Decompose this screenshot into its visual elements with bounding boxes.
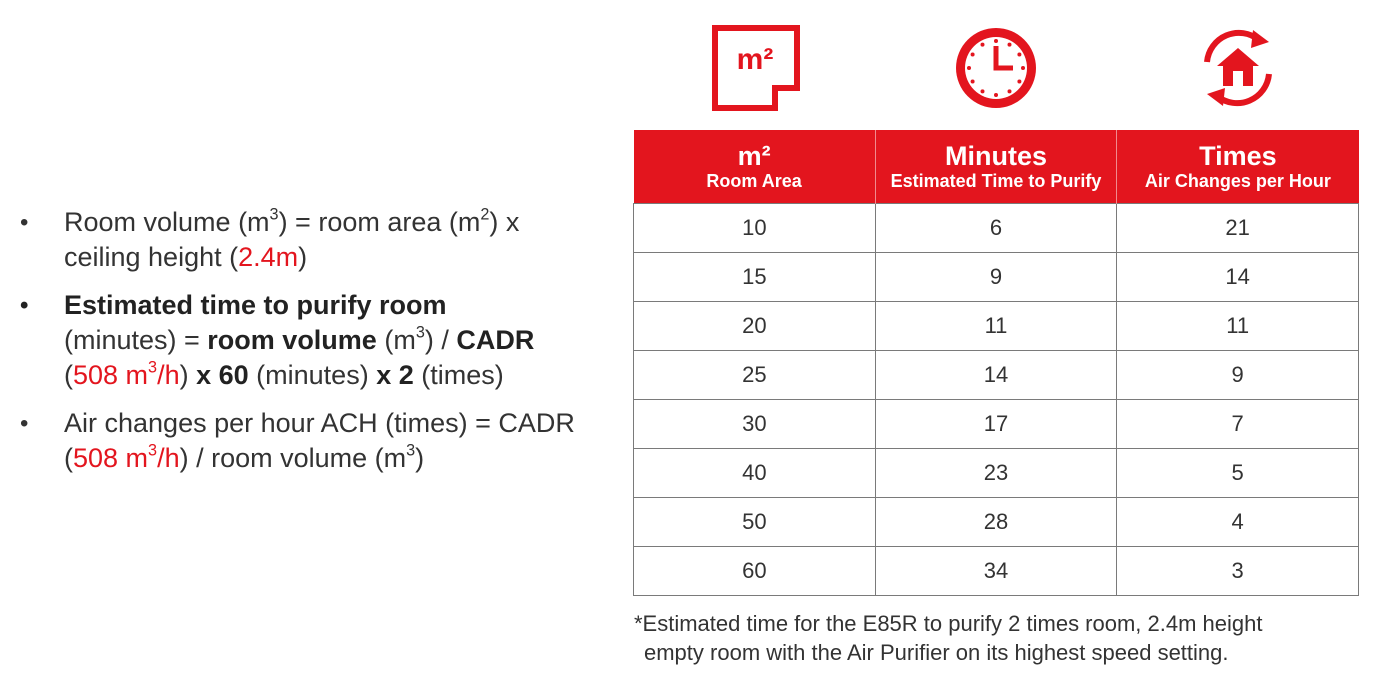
header-times: Times Air Changes per Hour (1117, 130, 1359, 204)
air-change-house-icon (1193, 24, 1283, 112)
table-row (634, 253, 1359, 302)
clock-icon (951, 24, 1041, 112)
bullet-time-to-purify: • Estimated time to purify room (minutes) = room volume $(m^3)$ / CADR (508 $m^3/h$) x 60 (minutes) x 2 (times) (20, 290, 535, 390)
cell-room-area: 50 (634, 498, 876, 547)
cell-minutes: 23 (875, 449, 1117, 498)
table-row (634, 351, 1359, 400)
room-area-icon (711, 24, 801, 112)
table-row (634, 302, 1359, 351)
table-row (634, 400, 1359, 449)
table-row (634, 547, 1359, 596)
cell-minutes: 11 (875, 302, 1117, 351)
cell-times: 3 (1117, 547, 1359, 596)
footnote (634, 609, 1374, 667)
purification-table (633, 130, 1359, 596)
bullet-dot: • (20, 209, 29, 236)
cell-minutes: 28 (875, 498, 1117, 547)
table-row (634, 204, 1359, 253)
ceiling-height-value: 2.4m (238, 242, 299, 272)
cell-minutes: 34 (875, 547, 1117, 596)
cadr-value: 508 $m^3/h$ (73, 441, 180, 473)
bullet-room-volume: • Room volume $(m^3)$ = room area $(m^2)$ x ceiling height (2.4m) (20, 205, 520, 272)
cell-room-area: 10 (634, 204, 876, 253)
cell-times: 5 (1117, 449, 1359, 498)
cell-times: 11 (1117, 302, 1359, 351)
cell-times: 7 (1117, 400, 1359, 449)
cell-room-area: 25 (634, 351, 876, 400)
table-row (634, 498, 1359, 547)
cell-minutes: 6 (875, 204, 1117, 253)
table-row (634, 449, 1359, 498)
bullet-dot: • (20, 292, 29, 319)
cell-times: 4 (1117, 498, 1359, 547)
bullet-dot: • (20, 410, 29, 437)
cell-room-area: 40 (634, 449, 876, 498)
cell-times: 21 (1117, 204, 1359, 253)
cell-minutes: 14 (875, 351, 1117, 400)
formula-list (20, 205, 580, 489)
cell-room-area: 15 (634, 253, 876, 302)
bullet-air-changes: • Air changes per hour ACH (times) = CADR (508 $m^3/h$) / room volume $(m^3)$ (20, 408, 575, 473)
cell-room-area: 60 (634, 547, 876, 596)
room-area-icon-label: m² (736, 43, 774, 76)
footnote-line-2: empty room with the Air Purifier on its highest speed setting. (644, 640, 1229, 665)
footnote-line-1: *Estimated time for the E85R to purify 2 times room, 2.4m height (634, 611, 1263, 636)
cell-room-area: 20 (634, 302, 876, 351)
cell-times: 14 (1117, 253, 1359, 302)
cell-minutes: 9 (875, 253, 1117, 302)
cadr-value: 508 $m^3/h$ (73, 358, 180, 390)
table-header-row (634, 130, 1359, 204)
cell-times: 9 (1117, 351, 1359, 400)
cell-room-area: 30 (634, 400, 876, 449)
header-minutes: Minutes Estimated Time to Purify (875, 130, 1117, 204)
cell-minutes: 17 (875, 400, 1117, 449)
header-room-area: m² Room Area (634, 130, 876, 204)
